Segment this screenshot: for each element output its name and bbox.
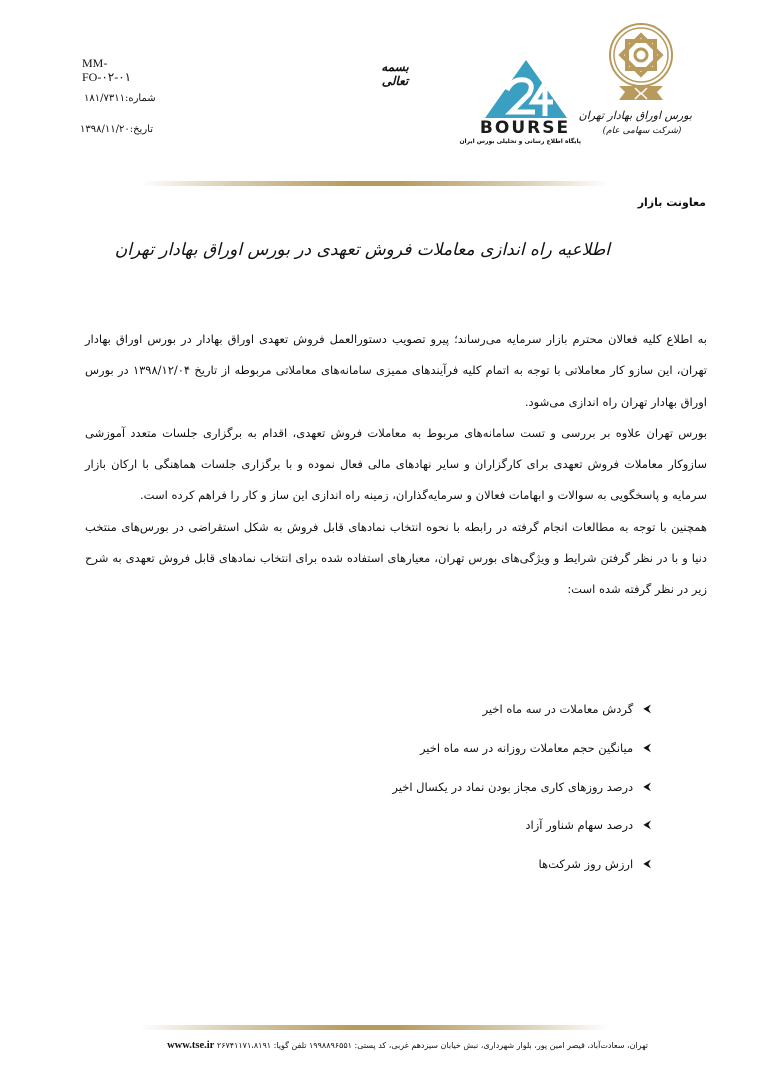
logo-triangle <box>485 60 567 118</box>
letter-date-label: تاریخ: <box>129 124 153 135</box>
footer-address: تهران، سعادت‌آباد، قیصر امین پور، بلوار شهرداری، نبش خیابان سیزدهم غربی، کد پستی: ۱۹۹۸۸۹۶۵۵۱ تلفن گویا: ۲۶۷۴۱۱۷۱،۸۱۹۱ <box>216 1041 648 1050</box>
bourse24-logo-subtitle: پایگاه اطلاع رسانی و تحلیلی بورس ایران <box>459 138 581 145</box>
letter-number <box>84 93 156 104</box>
criteria-item <box>251 741 651 780</box>
letter-number-value: ۱۸۱/۷۳۱۱ <box>84 93 125 104</box>
criteria-text: ارزش روز شرکت‌ها <box>538 857 634 872</box>
criteria-text: درصد روزهای کاری مجاز بودن نماد در یکسال اخیر <box>392 779 634 794</box>
tse-logo-subtitle: (شرکت سهامی عام) <box>602 126 682 136</box>
criteria-text: درصد سهام شناور آزاد <box>525 818 634 833</box>
criteria-item <box>251 702 651 741</box>
criteria-text: میانگین حجم معاملات روزانه در سه ماه اخیر <box>419 740 634 755</box>
criteria-list <box>251 702 651 896</box>
basmala: بسمه تعالی <box>381 60 409 88</box>
body-paragraph: همچنین با توجه به مطالعات انجام گرفته در رابطه با نحوه انتخاب نمادهای قابل فروش به شکل استقراضی در بورس‌های منتخب دنیا و با در نظر گرفتن شرایط و ویژگی‌های بورس تهران، معیارهای استفاده شده برای انتخاب نمادهای قابل فروش تعهدی به شرح زیر در نظر گرفته شده است: <box>85 519 707 597</box>
arrowhead-bullet-icon: ⮜ <box>643 740 651 754</box>
footer-url-link[interactable]: www.tse.ir <box>167 1040 215 1051</box>
criteria-item <box>251 780 651 819</box>
criteria-text: گردش معاملات در سه ماه اخیر <box>482 702 634 716</box>
footer-divider <box>140 1025 610 1030</box>
document-body <box>85 324 707 606</box>
form-code: MM-FO-۰۲-۰۱ <box>82 56 132 84</box>
arrowhead-bullet-icon: ⮜ <box>643 818 651 832</box>
letter-date-value: ۱۳۹۸/۱۱/۲۰ <box>80 124 130 135</box>
arrowhead-bullet-icon: ⮜ <box>643 702 651 715</box>
body-paragraph: بورس تهران علاوه بر بررسی و تست سامانه‌های مربوط به معاملات فروش تعهدی، اقدام به برگزاری جلسات متعدد آموزشی سازوکار معاملات فروش تعهدی برای کارگزاران و سایر نهادهای مالی فعال نموده و با برگزاری جلسات هماهنگی با ارکان بازار سرمایه و پاسخگویی به سوالات و ابهامات فعالان و سرمایه‌گذاران، زمینه راه اندازی این ساز و کار را فراهم کرده است. <box>85 425 707 503</box>
header-divider <box>140 181 610 186</box>
arrowhead-bullet-icon: ⮜ <box>643 779 651 793</box>
tse-logo-name: بورس اوراق بهادار تهران <box>578 109 692 122</box>
body-paragraph: به اطلاع کلیه فعالان محترم بازار سرمایه می‌رساند؛ پیرو تصویب دستورالعمل فروش تعهدی اوراق بهادار در بورس اوراق بهادار تهران، این سازو کار معاملاتی با توجه به اتمام کلیه فرآیندهای ممیزی سامانه‌های معاملاتی مربوطه از تاریخ ۱۳۹۸/۱۲/۰۴ در بورس اوراق بهادار تهران راه اندازی می‌شود. <box>85 332 707 409</box>
criteria-item <box>251 818 651 857</box>
footer <box>118 1040 648 1051</box>
letter-number-label: شماره: <box>124 93 156 104</box>
tse-emblem-icon <box>605 22 677 107</box>
bourse24-logo-text: BOURSE <box>479 118 571 138</box>
criteria-item <box>251 857 651 896</box>
arrowhead-bullet-icon: ⮜ <box>643 857 651 871</box>
document-title: اطلاعیه راه اندازی معاملات فروش تعهدی در بورس اوراق بهادار تهران <box>114 240 610 260</box>
letter-date <box>80 124 153 135</box>
department-label: معاونت بازار <box>637 196 706 209</box>
